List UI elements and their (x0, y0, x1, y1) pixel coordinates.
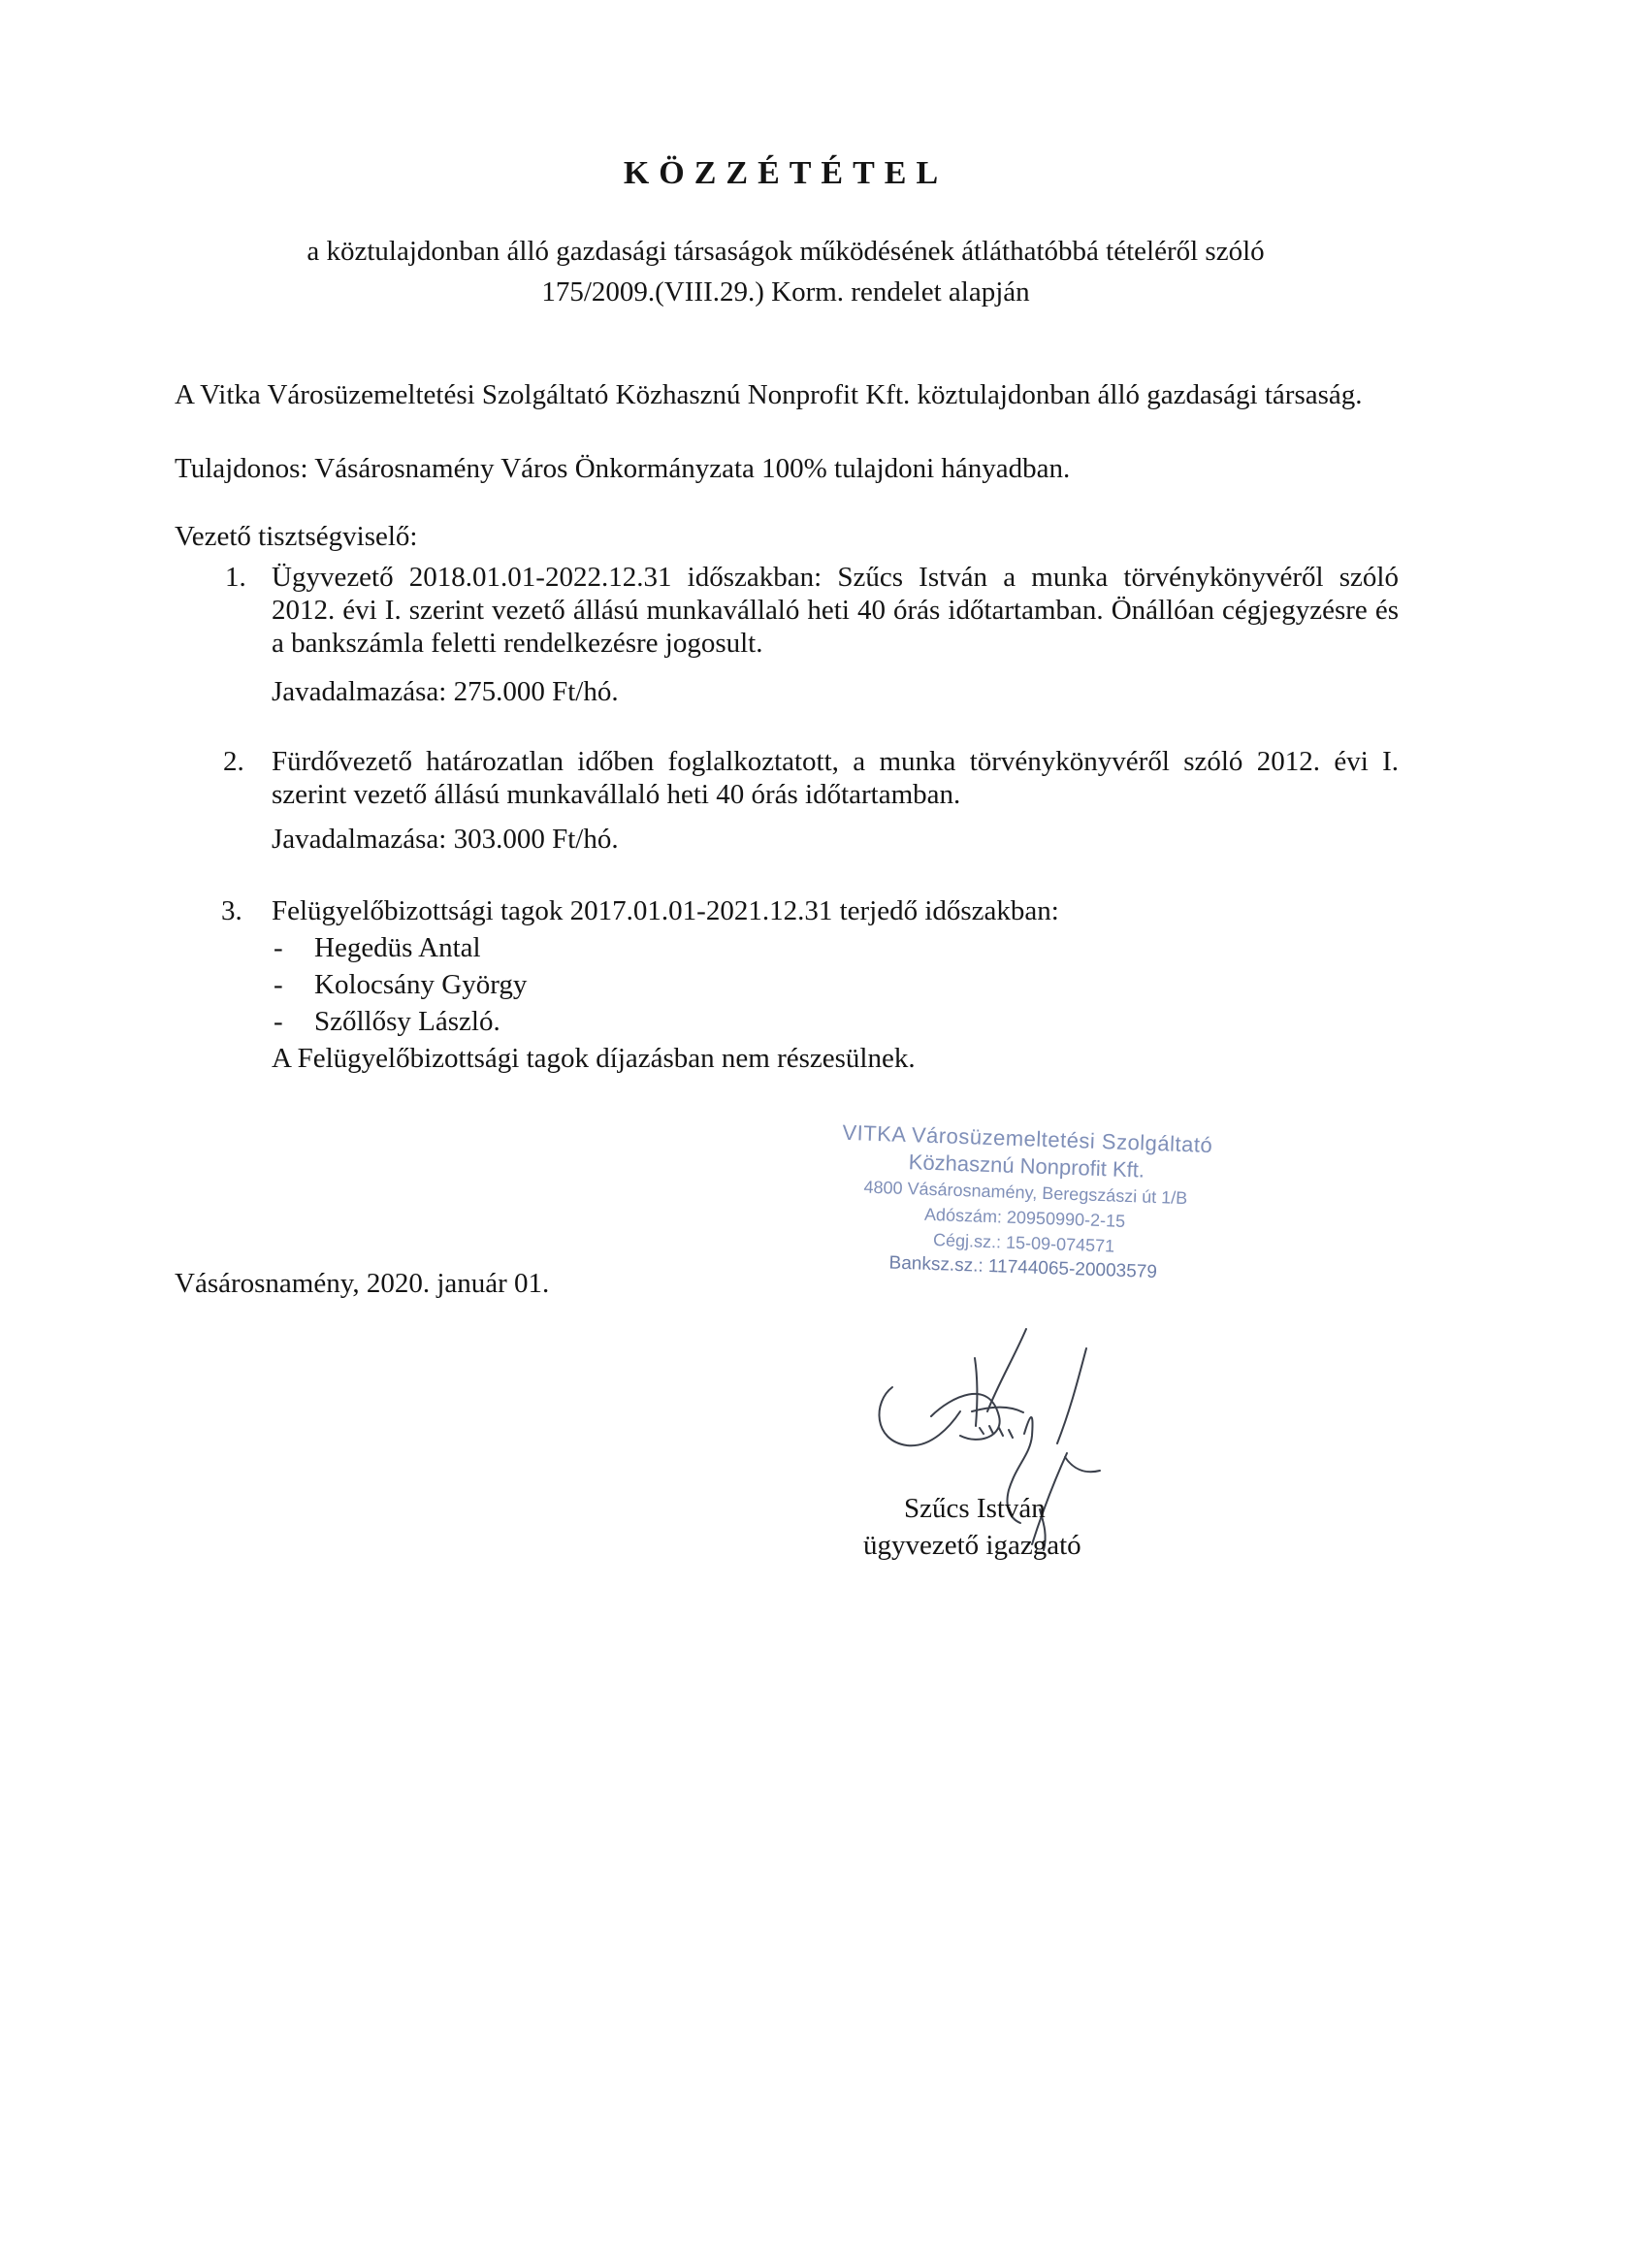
list-dash: - (274, 969, 283, 1000)
board-fee-note: A Felügyelőbizottsági tagok díjazásban nem részesülnek. (272, 1043, 916, 1074)
list-dash: - (274, 1006, 283, 1037)
stamp-line: 4800 Vásárosnamény, Beregszászi út 1/B (863, 1177, 1188, 1209)
stamp-line: Banksz.sz.: 11744065-20003579 (888, 1252, 1158, 1283)
subtitle-line-2: 175/2009.(VIII.29.) Korm. rendelet alapján (541, 276, 1030, 308)
item-3-text: Felügyelőbizottsági tagok 2017.01.01-2021.12.31 terjedő időszakban: (272, 895, 1059, 926)
board-member: Kolocsány György (314, 969, 528, 1000)
item-number: 1. (225, 562, 246, 593)
item-number: 3. (221, 895, 242, 926)
stamp-line: Közhasznú Nonprofit Kft. (908, 1150, 1145, 1183)
document-subtitle (223, 231, 1348, 312)
board-member: Hegedüs Antal (314, 932, 481, 963)
item-1-text: Ügyvezető 2018.01.01-2022.12.31 időszakban: Szűcs István a munka törvénykönyvéről szóló 2012. évi I. szerint vezető állású munkavállaló heti 40 órás időtartamban. Önállóan cégjegyzésre és a bankszámla feletti rendelkezésre jogosult. (272, 562, 1399, 659)
owner-sentence: Tulajdonos: Vásárosnamény Város Önkormányzata 100% tulajdoni hányadban. (175, 453, 1071, 484)
item-number: 2. (223, 746, 244, 777)
signer-title: ügyvezető igazgató (863, 1530, 1081, 1561)
stamp-line: Adószám: 20950990-2-15 (923, 1204, 1126, 1231)
stamp-line: Cégj.sz.: 15-09-074571 (932, 1230, 1115, 1256)
list-dash: - (274, 932, 283, 963)
item-2-text: Fürdővezető határozatlan időben foglalkoztatott, a munka törvénykönyvéről szóló 2012. évi I. szerint vezető állású munkavállaló heti 40 órás időtartamban. (272, 746, 1399, 810)
signer-name: Szűcs István (904, 1493, 1046, 1524)
place-date: Vásárosnamény, 2020. január 01. (175, 1268, 550, 1299)
board-member: Szőllősy László. (314, 1006, 500, 1037)
item-2-salary: Javadalmazása: 303.000 Ft/hó. (272, 824, 619, 855)
subtitle-line-1: a köztulajdonban álló gazdasági társaságok működésének átláthatóbbá tételéről szóló (306, 236, 1265, 267)
officers-heading: Vezető tisztségviselő: (175, 521, 418, 552)
item-1-salary: Javadalmazása: 275.000 Ft/hó. (272, 676, 619, 707)
stamp-line: VITKA Városüzemeltetési Szolgáltató (842, 1119, 1213, 1158)
company-stamp (790, 1118, 1260, 1289)
document-title: KÖZZÉTÉTEL (623, 155, 949, 191)
company-sentence: A Vitka Városüzemeltetési Szolgáltató Közhasznú Nonprofit Kft. köztulajdonban álló gazdasági társaság. (175, 379, 1363, 410)
